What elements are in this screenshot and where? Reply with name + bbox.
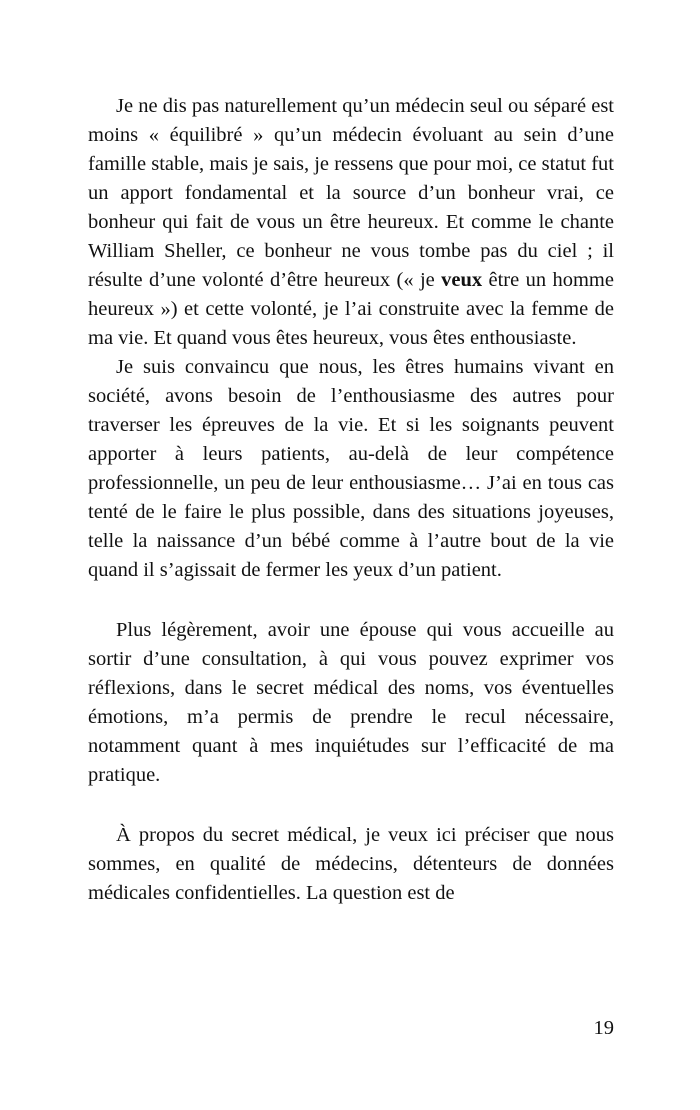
page-number: 19 [593, 1017, 614, 1039]
paragraph-spacer [88, 585, 614, 616]
paragraph-spacer [88, 790, 614, 821]
emphasis-veux: veux [441, 269, 483, 291]
page-body [88, 92, 614, 908]
paragraph-happiness-text-end: être un homme heureux ») et cette volonté, je l’ai construite avec la femme de ma vie. Et quand vous êtes heureux, vous êtes enthousiaste. [88, 269, 614, 349]
paragraph-medical-secret: À propos du secret médical, je veux ici préciser que nous sommes, en qualité de médecins, détenteurs de données médicales confidentielles. La question est de [88, 824, 614, 904]
paragraph-happiness [88, 92, 614, 353]
paragraph-spouse: Plus légèrement, avoir une épouse qui vous accueille au sortir d’une consultation, à qui vous pouvez exprimer vos réflexions, dans le secret médical des noms, vos éventuelles émotions, m’a permis de prendre le recul nécessaire, notamment quant à mes inquiétudes sur l’efficacité de ma pratique. [88, 619, 614, 786]
paragraph-happiness-text-start: Je ne dis pas naturellement qu’un médecin seul ou séparé est moins « équilibré » qu’un médecin évoluant au sein d’une famille stable, mais je sais, je ressens que pour moi, ce statut fut un apport fondamental et la source d’un bonheur vrai, ce bonheur qui fait de vous un être heureux. Et comme le chante William Sheller, ce bonheur ne vous tombe pas du ciel ; il résulte d’une volonté d’être heureux (« je [88, 95, 614, 291]
paragraph-enthusiasm: Je suis convaincu que nous, les êtres humains vivant en société, avons besoin de l’enthousiasme des autres pour traverser les épreuves de la vie. Et si les soignants peuvent apporter à leurs patients, au-delà de leur compétence professionnelle, un peu de leur enthousiasme… J’ai en tous cas tenté de le faire le plus possible, dans des situations joyeuses, telle la naissance d’un bébé comme à l’autre bout de la vie quand il s’agissait de fermer les yeux d’un patient. [88, 356, 614, 581]
